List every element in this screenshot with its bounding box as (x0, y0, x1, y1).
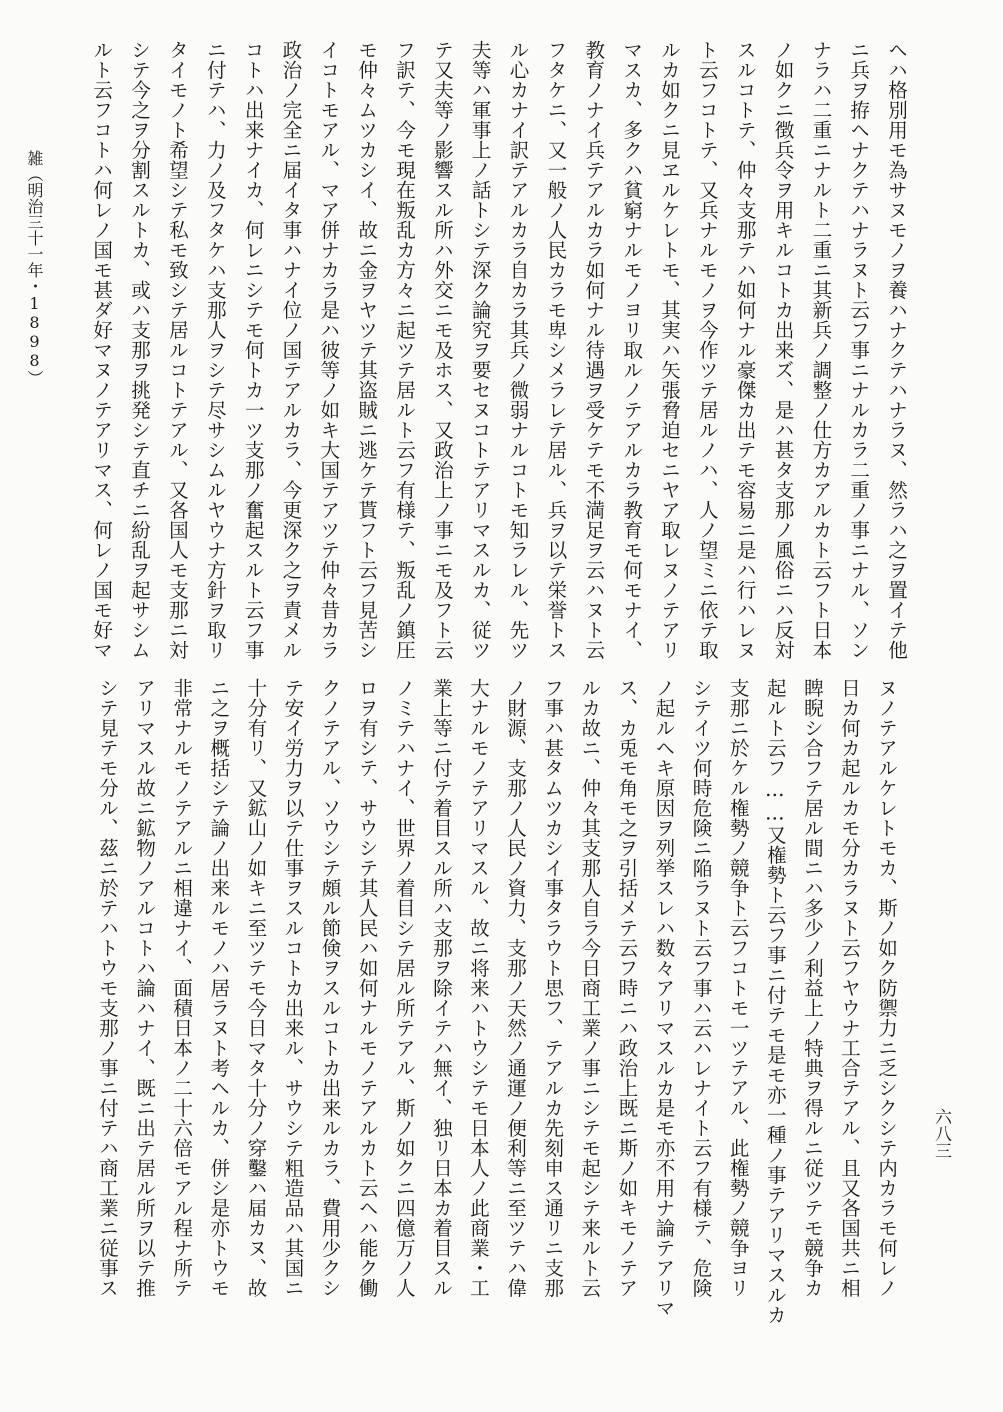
text-column: タイモノト希望シテ私モ致シテ居ルコトテアル、又各国人モ支那ニ対 (165, 40, 189, 660)
text-column: 十分有リ、又鉱山ノ如キニ至ツテモ今日マタ十分ノ穿鑿ハ届カヌ、故 (243, 678, 267, 1298)
text-column: シテ見テモ分ル、茲ニ於テハトウモ支那ノ事ニ付テハ商工業ニ従事ス (95, 678, 119, 1298)
text-column: ルカ如クニ見ヱルケレトモ、其実ハ矢張脅迫セニヤア取レヌノテアリ (657, 40, 681, 660)
text-column: ル心カナイ訳テアルカラ自カラ其兵ノ微弱ナルコトモ知ラレル、先ツ (506, 40, 530, 660)
text-column: テ安イ労力ヲ以テ仕事ヲスルコトカ出来ル、サウシテ粗造品ハ其国ニ (280, 678, 304, 1298)
text-column: イコトモアル、マア併ナカラ是ハ彼等ノ如キ大国テアツテ仲々昔カラ (316, 40, 340, 660)
text-column: スルコトテ、仲々支那テハ如何ナル豪傑カ出テモ容易ニ是ハ行ハレヌ (733, 40, 757, 660)
text-column: ス、カ兎モ角モ之ヲ引括メテ云フ時ニハ政治上既ニ斯ノ如キモノテア (614, 678, 638, 1298)
text-column: 支那ニ於ケル権勢ノ競争ト云フコトモ一ツテアル、此権勢ノ競争ヨリ (726, 678, 750, 1298)
text-column: 大ナルモノテアリマスル、故ニ将来ハトウシテモ日本人ノ此商業・工 (466, 678, 490, 1298)
running-head: 雑（明治三十一年・1898） (25, 150, 44, 386)
text-column: ノ如クニ徴兵令ヲ用キルコトカ出来ズ、是ハ甚タ支那ノ風俗ニハ反対 (771, 40, 795, 660)
text-column: ニ付テハ、力ノ及フタケハ支那人ヲシテ尽サシムルヤウナ方針ヲ取リ (203, 40, 227, 660)
text-column: 夫等ハ軍事上ノ話トシテ深ク論究ヲ要セヌコトテアリマスルカ、従ツ (468, 40, 492, 660)
text-column: シテ今之ヲ分割スルトカ、或ハ支那ヲ挑発シテ直チニ紛乱ヲ起サシム (127, 40, 151, 660)
page-number: 六八三 (931, 1108, 951, 1159)
text-column: フ訳テ、今モ現在叛乱カ方々ニ起ツテ居ルト云フ有様テ、叛乱ノ鎮圧 (392, 40, 416, 660)
text-column: 非常ナルモノテアルニ相違ナイ、面積日本ノ二十六倍モアル程ナ所テ (169, 678, 193, 1298)
text-column: 起ルト云フ……又権勢ト云フ事ニ付テモ是モ亦一種ノ事テアリマスルカ (763, 678, 787, 1325)
text-column: コトハ出来ナイカ、何レニシテモ何トカ一ツ支那ノ奮起スルト云フ事 (241, 40, 265, 660)
text-column: ルト云フコトハ何レノ国モ甚ダ好マヌノテアリマス、何レノ国モ好マ (89, 40, 113, 660)
text-column: アリマスル故ニ鉱物ノアルコトハ論ハナイ、既ニ出テ居ル所ヲ以テ推 (132, 678, 156, 1298)
text-column: フタケニ、又一般ノ人民カラモ卑シメラレテ居ル、兵ヲ以テ栄誉トス (543, 40, 567, 660)
text-column: 教育ノナイ兵テアルカラ如何ナル待遇ヲ受ケテモ不満足ヲ云ハヌト云 (581, 40, 605, 660)
text-column: ノ起ルヘキ原因ヲ列挙スレハ数々アリマスルカ是モ亦不用ナ論テアリマ (651, 678, 675, 1318)
text-column: シテイツ何時危険ニ陥ラヌト云フ事ハ云ハレナイト云フ有様テ、危険 (689, 678, 713, 1298)
text-column: ト云フコトテ、又兵ナルモノヲ今作ツテ居ルノハ、人ノ望ミニ依テ取 (695, 40, 719, 660)
text-column: 業上等ニ付テ着目スル所ハ支那ヲ除イテハ無イ、独リ日本カ着目スル (429, 678, 453, 1298)
text-column: ノ財源、支那ノ人民ノ資力、支那ノ天然ノ通運ノ便利等ニ至ツテハ偉 (503, 678, 527, 1298)
text-column: ノミテハナイ、世界ノ着目シテ居ル所テアル、斯ノ如クニ四億万ノ人 (392, 678, 416, 1298)
text-column: ナラハ二重ニナルト二重ニ其新兵ノ調整ノ仕方カアルカト云フト日本 (808, 40, 832, 660)
text-column: 日カ何カ起ルカモ分カラヌト云フヤウナ工合テアル、且又各国共ニ相 (837, 678, 861, 1298)
text-column: ヘハ格別用モ為サヌモノヲ養ハナクテハナラヌ、然ラハ之ヲ置イテ他 (884, 40, 908, 660)
text-column: テ又夫等ノ影響スル所ハ外交ニモ及ホス、又政治上ノ事ニモ及フト云 (430, 40, 454, 660)
text-column: ニ之ヲ概括シテ論ノ出来ルモノハ居ラヌト考ヘルカ、併シ是亦トウモ (206, 678, 230, 1298)
text-column: ロヲ有シテ、サウシテ其人民ハ如何ナルモノテアルカト云ヘハ能ク働 (355, 678, 379, 1298)
text-column: 睥睨シ合フテ居ル間ニハ多少ノ利益上ノ特典ヲ得ルニ従ツテモ競争カ (800, 678, 824, 1298)
text-column: マスカ、多クハ貧窮ナルモノヨリ取ルノテアルカラ教育モ何モナイ、 (619, 40, 643, 660)
text-column: ヌノテアルケレトモカ、斯ノ如ク防禦力ニ乏シクシテ内カラモ何レノ (874, 678, 898, 1298)
text-column: 政治ノ完全ニ届イタ事ハナイ位ノ国テアルカラ、今更深ク之ヲ責メル (278, 40, 302, 660)
text-column: フ事ハ甚タムツカシイ事タラウト思フ、テアルカ先刻申ス通リニ支那 (540, 678, 564, 1298)
text-column: モ仲々ムツカシイ、故ニ金ヲヤツテ其盗賊ニ逃ケテ貰フト云フ見苦シ (354, 40, 378, 660)
text-column: ルカ故ニ、仲々其支那人自ラ今日商工業ノ事ニシテモ起シテ来ルト云 (577, 678, 601, 1298)
text-column: クノテアル、ソウシテ頗ル節倹ヲスルコトカ出来ルカラ、費用少クシ (318, 678, 342, 1298)
text-column: ニ兵ヲ拵ヘナクテハナラヌト云フ事ニナルカラ二重ノ事ニナル、ソン (846, 40, 870, 660)
